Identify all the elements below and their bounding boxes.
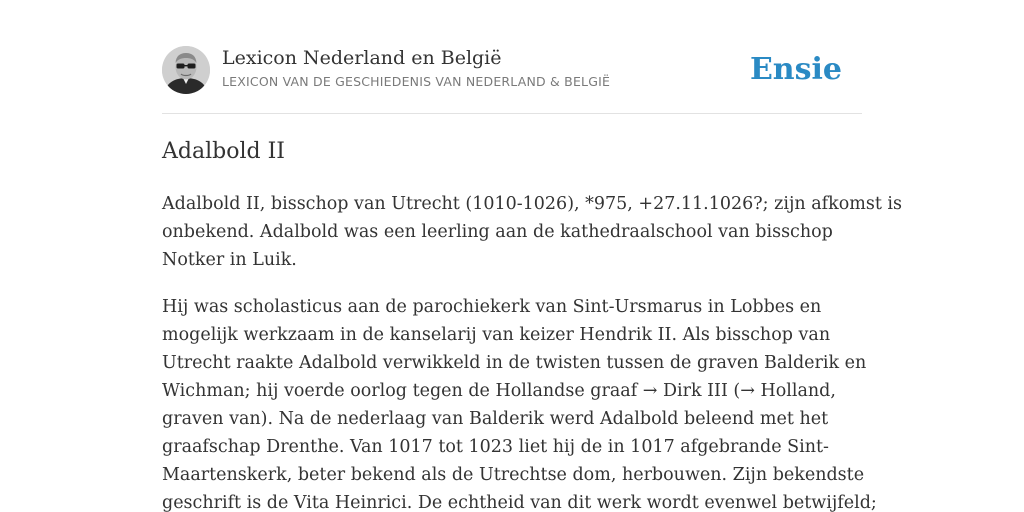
- header-divider: [162, 113, 862, 114]
- article-paragraph: [162, 190, 902, 274]
- paragraph-line: Maartenskerk, beter bekend als de Utrechtse dom, herbouwen. Zijn bekendste: [162, 465, 865, 485]
- avatar-portrait-icon: [162, 46, 210, 94]
- lexicon-title[interactable]: Lexicon Nederland en België: [222, 47, 502, 69]
- paragraph-line: graven van). Na de nederlaag van Balderik werd Adalbold beleend met het: [162, 409, 829, 429]
- paragraph-line: Wichman; hij voerde oorlog tegen de Hollandse graaf → Dirk III (→ Holland,: [162, 381, 836, 401]
- lexicon-header: [162, 46, 862, 96]
- article-body: [162, 190, 902, 512]
- paragraph-line: mogelijk werkzaam in de kanselarij van keizer Hendrik II. Als bisschop van: [162, 325, 831, 345]
- ensie-logo[interactable]: Ensie: [749, 52, 842, 87]
- paragraph-line: Notker in Luik.: [162, 250, 297, 270]
- paragraph-line: Adalbold II, bisschop van Utrecht (1010-1026), *975, +27.11.1026?; zijn afkomst is: [162, 194, 902, 214]
- lexicon-subtitle: LEXICON VAN DE GESCHIEDENIS VAN NEDERLAND & BELGIË: [222, 74, 611, 89]
- paragraph-line: graafschap Drenthe. Van 1017 tot 1023 liet hij de in 1017 afgebrande Sint-: [162, 437, 829, 457]
- paragraph-line: onbekend. Adalbold was een leerling aan de kathedraalschool van bisschop: [162, 222, 833, 242]
- article-title: Adalbold II: [162, 139, 285, 164]
- paragraph-line: Hij was scholasticus aan de parochiekerk van Sint-Ursmarus in Lobbes en: [162, 297, 822, 317]
- paragraph-line: Utrecht raakte Adalbold verwikkeld in de twisten tussen de graven Balderik en: [162, 353, 867, 373]
- paragraph-line: geschrift is de Vita Heinrici. De echtheid van dit werk wordt evenwel betwijfeld;: [162, 493, 877, 512]
- author-avatar[interactable]: [162, 46, 210, 94]
- article-paragraph: [162, 293, 877, 512]
